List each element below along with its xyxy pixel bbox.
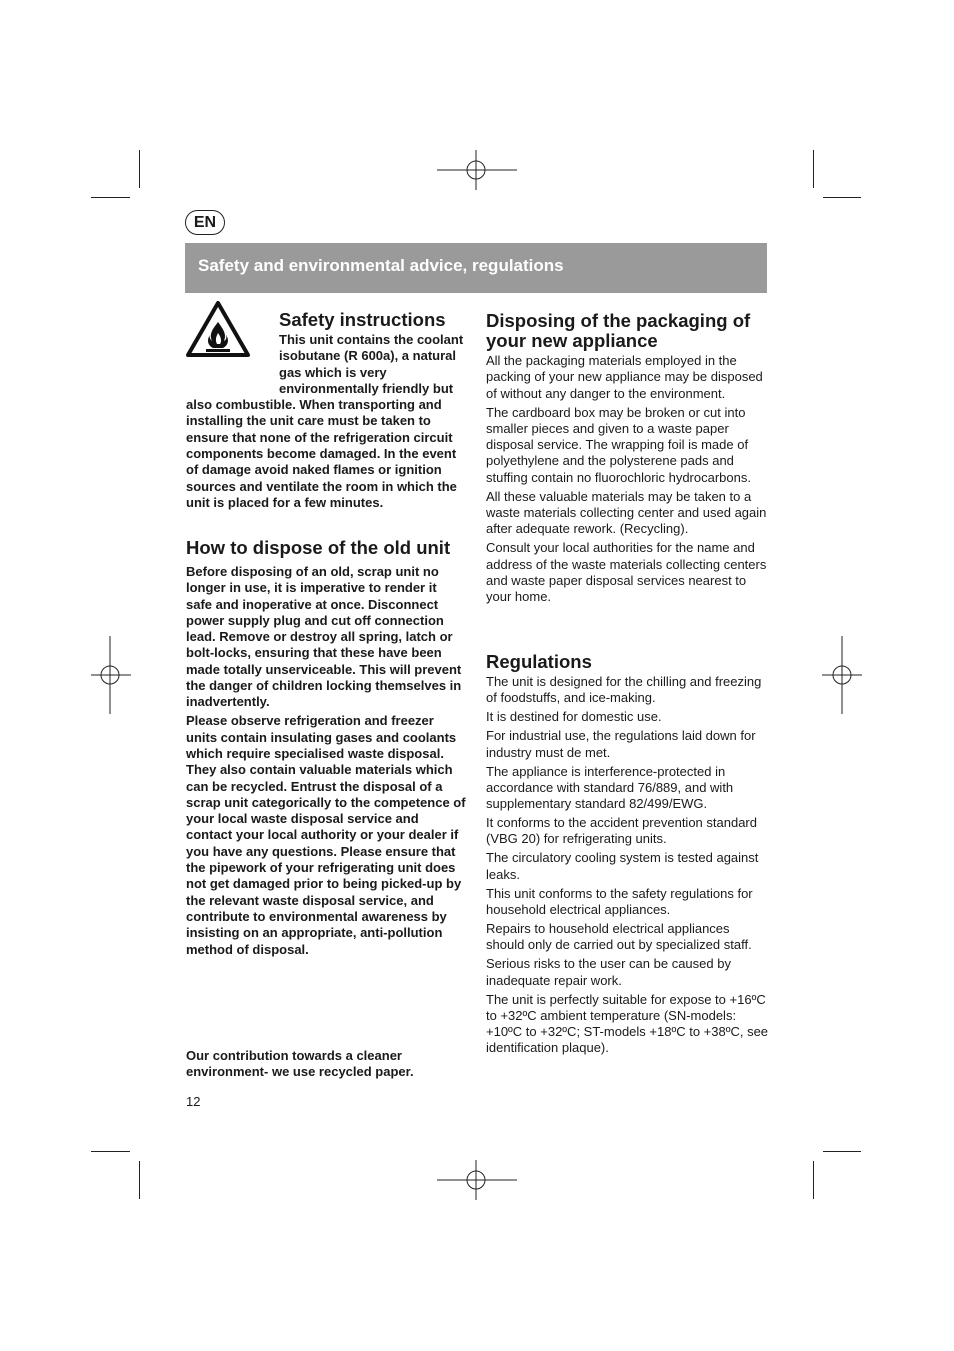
regulations-paragraph: The unit is perfectly suitable for expose to +16ºC to +32ºC ambient temperature (SN-models: +10ºC to +32ºC; ST-models +18ºC to +38ºC, see identification plaque).	[486, 991, 769, 1056]
registration-mark-bottom	[437, 1160, 517, 1200]
dispose-heading: How to dispose of the old unit	[186, 537, 451, 558]
icon-float-spacer	[186, 332, 279, 382]
regulations-paragraph: Repairs to household electrical appliances should only de carried out by specialized staff.	[486, 920, 752, 953]
regulations-paragraph: It is destined for domestic use.	[486, 709, 662, 725]
packaging-paragraph: Consult your local authorities for the name and address of the waste materials collecting centers and waste paper disposal services nearest to your home.	[486, 540, 767, 605]
language-badge: EN	[185, 210, 225, 235]
regulations-heading: Regulations	[486, 651, 592, 672]
crop-mark	[813, 1161, 814, 1199]
regulations-paragraph: It conforms to the accident prevention standard (VBG 20) for refrigerating units.	[486, 815, 757, 847]
page-number: 12	[186, 1094, 201, 1109]
dispose-paragraph-2: Please observe refrigeration and freezer units contain insulating gases and coolants which require specialised waste disposal. They also contain valuable materials which can be recycled. Entrust the disposal of a scrap unit categorically to the competence of your local waste disposal service and contact your local authority or your dealer if you have any questions. Please ensure that the pipework of your refrigerating unit does not get damaged prior to being picked-up by the relevant waste disposal service, and contribute to environmental awareness by insisting on an appropriate, anti-pollution method of disposal.	[186, 713, 466, 957]
packaging-heading: Disposing of the packaging of your new appliance	[486, 310, 751, 351]
regulations-paragraph: The unit is designed for the chilling and freezing of foodstuffs, and ice-making.	[486, 674, 762, 706]
crop-mark	[139, 1161, 140, 1199]
registration-mark-top	[437, 150, 517, 190]
regulations-paragraph: This unit conforms to the safety regulations for household electrical appliances.	[486, 885, 753, 917]
safety-instructions-section	[186, 310, 466, 330]
dispose-paragraph-1: Before disposing of an old, scrap unit no longer in use, it is imperative to render it safe and inoperative at once. Disconnect power supply plug and cut off connection lead. Remove or destroy all spring, latch or bolt-locks, ensuring that these have been made totally unserviceable. This will prevent the danger of children locking themselves in inadvertently.	[186, 564, 462, 710]
dispose-old-unit-section	[186, 538, 466, 961]
packaging-paragraph: The cardboard box may be broken or cut into smaller pieces and given to a waste paper disposal service. The wrapping foil is made of polyethylene and the polysterene pads and stuffing contain no fluorochloric hydrocarbons.	[486, 404, 751, 485]
safety-text-block	[186, 332, 466, 514]
regulations-section	[486, 652, 769, 1059]
regulations-paragraph: The appliance is interference-protected in accordance with standard 76/889, and with supplementary standard 82/499/EWG.	[486, 763, 734, 812]
packaging-section	[486, 311, 769, 608]
registration-mark-right	[822, 636, 862, 714]
packaging-paragraph: All these valuable materials may be taken to a waste materials collecting center and used again after adequate rework. (Recycling).	[486, 488, 767, 537]
banner-title: Safety and environmental advice, regulations	[198, 256, 564, 275]
section-banner	[185, 243, 767, 293]
crop-mark	[91, 1151, 130, 1152]
safety-heading: Safety instructions	[279, 309, 446, 330]
crop-mark	[823, 197, 861, 198]
regulations-paragraph: Serious risks to the user can be caused by inadequate repair work.	[486, 956, 731, 988]
crop-mark	[823, 1151, 861, 1152]
registration-mark-left	[91, 636, 131, 714]
safety-text: This unit contains the coolant isobutane (R 600a), a natural gas which is very environmentally friendly but also combustible. When transporting and installing the unit care must be taken to ensure that none of the refrigeration circuit components become damaged. In the event of damage avoid naked flames or ignition sources and ventilate the room in which the unit is placed for a few minutes.	[186, 332, 464, 510]
recycle-note-text: Our contribution towards a cleaner environment- we use recycled paper.	[186, 1048, 414, 1080]
regulations-paragraph: For industrial use, the regulations laid down for industry must de met.	[486, 728, 756, 760]
packaging-paragraph: All the packaging materials employed in the packing of your new appliance may be disposed of without any danger to the environment.	[486, 353, 763, 401]
crop-mark	[91, 197, 130, 198]
crop-mark	[813, 150, 814, 188]
recycle-note	[186, 1048, 466, 1083]
regulations-paragraph: The circulatory cooling system is tested against leaks.	[486, 850, 759, 882]
crop-mark	[139, 150, 140, 188]
